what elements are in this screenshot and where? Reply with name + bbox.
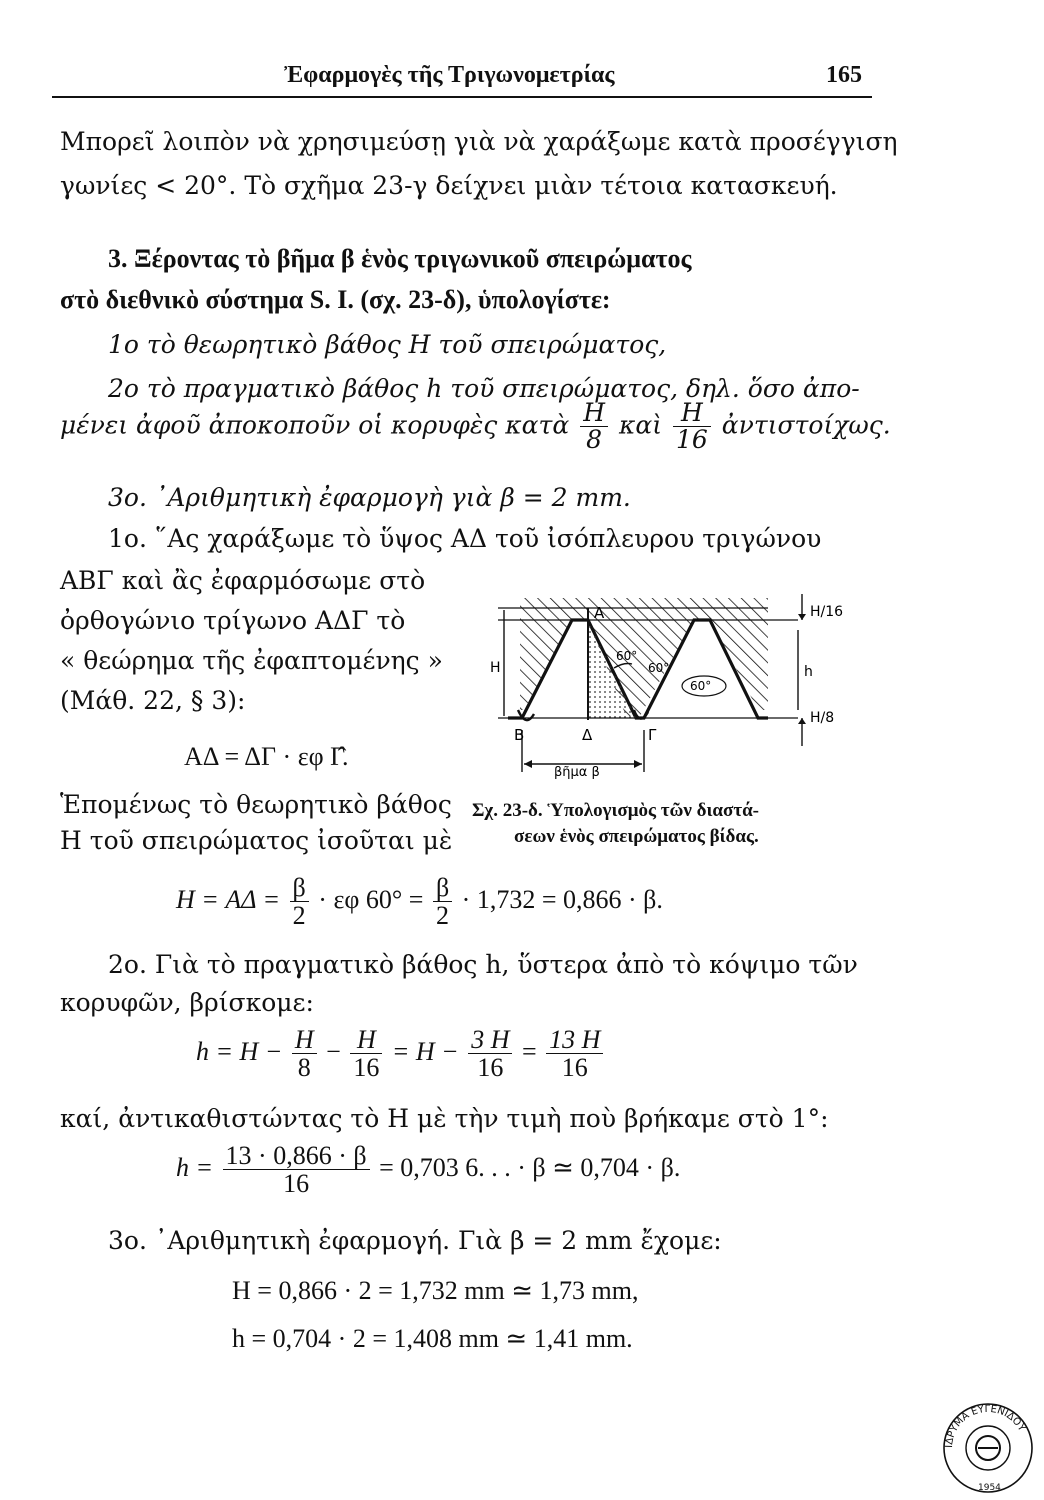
pitch-arrow-right — [634, 760, 642, 768]
solution-1-line-3: ὀρθογώνιο τρίγωνο ΑΔΓ τὸ — [60, 606, 406, 635]
fraction-b-over-2-second — [433, 874, 452, 930]
solution-2-line-3: καί, ἀντικαθιστώντας τὸ H μὲ τὴν τιμὴ ποὺ βρήκαμε στὸ 1°: — [60, 1104, 829, 1133]
frac-num: H — [580, 400, 608, 427]
item2-text-a: μένει ἀφοῦ ἀποκοποῦν οἱ κορυφὲς κατὰ — [60, 410, 570, 440]
solution-1-line-4: « θεώρημα τῆς ἐφαπτομένης » — [60, 646, 443, 675]
arrow-H8 — [798, 718, 806, 724]
label-D: Δ — [582, 726, 593, 744]
fraction-3H-16 — [468, 1026, 512, 1082]
item2-text-b: ἀντιστοίχως. — [721, 410, 891, 440]
frac-den: 16 — [676, 425, 708, 455]
exercise-line-1: 3. Ξέροντας τὸ βῆμα β ἑνὸς τριγωνικοῦ σπειρώματος — [108, 244, 692, 273]
eqh-left: h = H − — [196, 1036, 283, 1066]
figure-caption-line-1: Σχ. 23-δ. Ὑπολογισμὸς τῶν διαστά- — [472, 800, 760, 821]
eqh-minus: − — [326, 1036, 341, 1066]
frac-den: 8 — [586, 425, 603, 455]
stamp-year: 1954 — [978, 1483, 1001, 1493]
label-angle-1: 60° — [616, 649, 638, 663]
header-rule — [52, 96, 872, 98]
fraction-b-over-2 — [290, 874, 309, 930]
fraction-H-over-8 — [580, 400, 608, 454]
intro-line-2: γωνίες < 20°. Τὸ σχῆμα 23-γ δείχνει μιὰν τέτοια κατασκευή. — [60, 171, 838, 200]
fraction-H-over-16 — [673, 400, 711, 454]
pitch-arrow-left — [524, 760, 532, 768]
frac-den: 16 — [477, 1053, 504, 1083]
arrow-H16 — [798, 614, 806, 620]
item2-kai: καὶ — [618, 410, 663, 440]
result-h: h = 0,704 · 2 = 1,408 mm ≃ 1,41 mm. — [232, 1324, 633, 1353]
label-pitch: βῆμα β — [554, 765, 600, 780]
running-title: Ἐφαρμογὲς τῆς Τριγωνομετρίας — [284, 62, 615, 88]
frac-num: H — [350, 1026, 382, 1054]
fraction-h-numeric — [223, 1142, 370, 1198]
page-number: 165 — [826, 62, 862, 88]
solution-1-line-7: H τοῦ σπειρώματος ἰσοῦται μὲ — [60, 826, 453, 855]
exercise-item-2-line-2 — [60, 400, 891, 454]
solution-3-line-1: 3ο. ᾿Αριθμητικὴ ἐφαρμογή. Γιὰ β = 2 mm ἔχομε: — [108, 1226, 722, 1255]
thread-figure — [468, 580, 888, 790]
label-H16: H/16 — [810, 604, 844, 620]
result-H: H = 0,866 · 2 = 1,732 mm ≃ 1,73 mm, — [232, 1276, 639, 1305]
frac-den: 16 — [561, 1053, 588, 1083]
formula-AD: ΑΔ = ΔΓ · εφ Γ̂. — [184, 742, 349, 771]
label-B: Β — [514, 726, 525, 744]
exercise-item-3: 3ο. ᾿Αριθμητικὴ ἐφαρμογὴ γιὰ β = 2 mm. — [108, 483, 631, 512]
solution-2-line-1: 2ο. Γιὰ τὸ πραγματικὸ βάθος h, ὕστερα ἀπὸ τὸ κόψιμο τῶν — [108, 950, 858, 979]
solution-2-line-2: κορυφῶν, βρίσκομε: — [60, 988, 314, 1017]
fraction-H-16 — [350, 1026, 382, 1082]
frac-den: 16 — [283, 1169, 310, 1199]
eqh-eq: = — [521, 1036, 537, 1066]
label-h: h — [804, 664, 813, 680]
frac-den: 2 — [292, 901, 306, 931]
frac-num: H — [292, 1026, 317, 1054]
frac-den: 8 — [297, 1053, 311, 1083]
intro-line-1: Μπορεῖ λοιπὸν νὰ χρησιμεύσῃ γιὰ νὰ χαράξωμε κατὰ προσέγγιση — [60, 127, 898, 156]
frac-den: 2 — [436, 901, 450, 931]
frac-num: 13 H — [546, 1026, 603, 1054]
solution-1-line-1: 1ο. ῞Ας χαράξωμε τὸ ὕψος ΑΔ τοῦ ἰσόπλευρου τριγώνου — [108, 524, 822, 553]
eqH-left: H = ΑΔ = — [176, 884, 281, 914]
label-H: H — [490, 660, 501, 676]
label-A: Α — [594, 604, 605, 622]
fraction-H-8 — [292, 1026, 317, 1082]
figure-caption-line-2: σεων ἑνὸς σπειρώματος βίδας. — [514, 826, 759, 847]
eqh2-right: = 0,703 6. . . · β ≃ 0,704 · β. — [379, 1152, 681, 1182]
frac-num: 13 · 0,866 · β — [223, 1142, 370, 1170]
eqh2-left: h = — [176, 1152, 214, 1182]
exercise-line-2: στὸ διεθνικὸ σύστημα S. I. (σχ. 23-δ), ὑπολογίστε: — [60, 285, 611, 314]
label-H8: H/8 — [810, 710, 835, 726]
fraction-13H-16 — [546, 1026, 603, 1082]
solution-1-line-5: (Μάθ. 22, § 3): — [60, 686, 246, 715]
hatched-region — [520, 598, 768, 716]
exercise-item-2-line-1: 2ο τὸ πραγματικὸ βάθος h τοῦ σπειρώματος, δηλ. ὅσο ἀπο- — [108, 374, 860, 403]
frac-num: β — [290, 874, 309, 902]
frac-num: H — [673, 400, 711, 427]
library-stamp — [940, 1400, 1036, 1496]
label-angle-3: 60° — [690, 679, 712, 693]
frac-den: 16 — [353, 1053, 380, 1083]
equation-h — [196, 1026, 606, 1082]
frac-num: 3 H — [468, 1026, 512, 1054]
equation-H — [176, 874, 663, 930]
eqH-mid: · εφ 60° = — [318, 884, 424, 914]
solution-1-line-6: Ἑπομένως τὸ θεωρητικὸ βάθος — [60, 790, 452, 819]
eqh-mid: = H − — [391, 1036, 459, 1066]
equation-h-numeric — [176, 1142, 680, 1198]
stamp-ring-text: ΙΔΡΥΜΑ ΕΥΓΕΝΙΔΟΥ — [943, 1403, 1028, 1449]
solution-1-line-2: ΑΒΓ καὶ ἂς ἐφαρμόσωμε στὸ — [60, 566, 426, 595]
frac-num: β — [433, 874, 452, 902]
label-G: Γ — [648, 726, 657, 744]
label-angle-2: 60° — [648, 661, 670, 675]
eqH-right: · 1,732 = 0,866 · β. — [461, 884, 663, 914]
exercise-item-1: 1ο τὸ θεωρητικὸ βάθος H τοῦ σπειρώματος, — [108, 330, 667, 359]
